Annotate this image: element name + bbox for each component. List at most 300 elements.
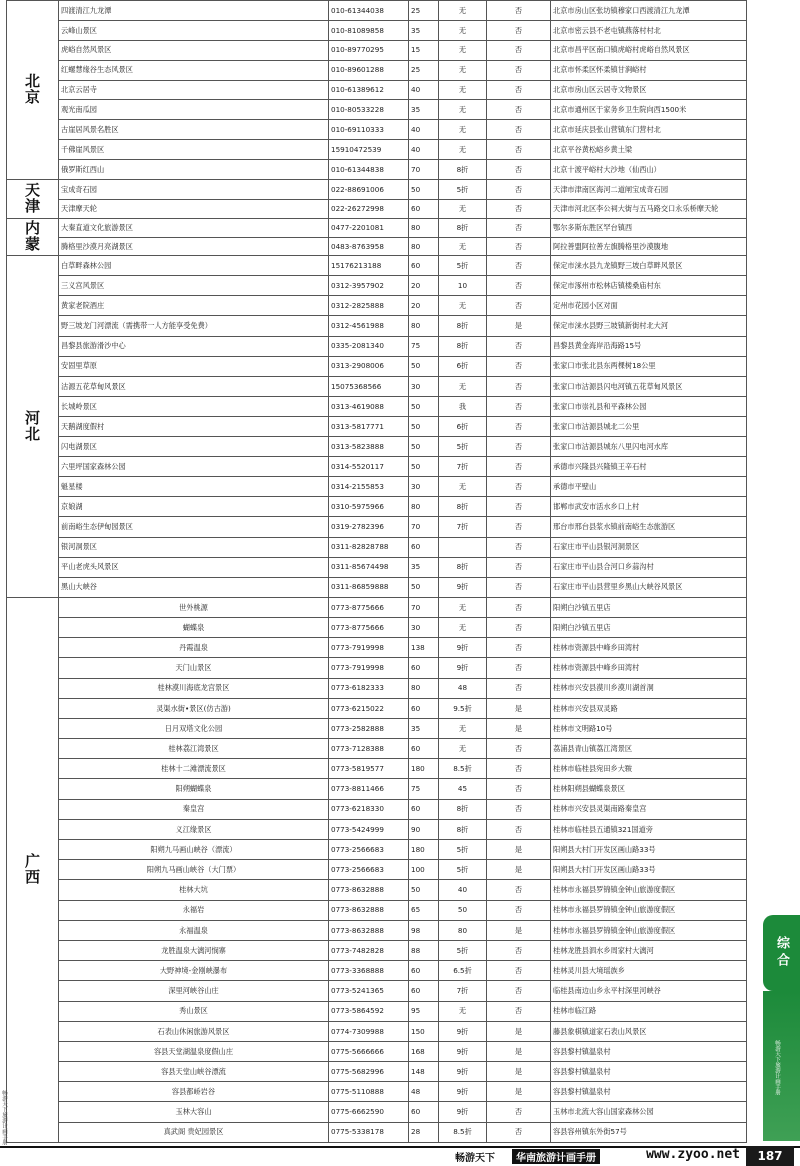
- spot-name: 银河洞景区: [59, 537, 329, 557]
- spot-name: 野三坡龙门河漂流（需携带一人方能享受免费）: [59, 316, 329, 336]
- spot-address: 桂林市兴安县灵渠南路秦皇宫: [551, 799, 747, 819]
- spot-name: 阳朔蝴蝶泉: [59, 779, 329, 799]
- spot-gift: 否: [487, 276, 551, 296]
- spot-gift: 否: [487, 537, 551, 557]
- spot-discount: 7折: [439, 457, 487, 477]
- province-char: 西: [24, 867, 40, 886]
- spot-address: 阳朔县大村门开发区画山路33号: [551, 860, 747, 880]
- spot-discount: 5折: [439, 940, 487, 960]
- spot-gift: 否: [487, 1102, 551, 1122]
- spot-price: 70: [409, 597, 439, 617]
- spot-price: 148: [409, 1062, 439, 1082]
- table-row: [7, 1041, 747, 1061]
- spot-discount: 80: [439, 920, 487, 940]
- spot-discount: 5折: [439, 180, 487, 200]
- spot-phone: 0312-4561988: [329, 316, 409, 336]
- table-row: [7, 336, 747, 356]
- spot-address: 北京市房山区张坊镇穆家口西渡清江九龙潭: [551, 1, 747, 21]
- spot-address: 北京市密云县不老屯镇燕落村村北: [551, 20, 747, 40]
- spot-address: 北京市怀柔区怀柔镇甘涧峪村: [551, 60, 747, 80]
- spot-name: 日月双塔文化公园: [59, 718, 329, 738]
- spot-name: 安固里草原: [59, 356, 329, 376]
- spot-name: 大野神境-金刚峡瀑布: [59, 961, 329, 981]
- footer-slogan: 畅游天下: [455, 1153, 495, 1164]
- spot-phone: 0775-5338178: [329, 1122, 409, 1142]
- spot-name: 灵渠水街•景区(仿古游): [59, 698, 329, 718]
- spot-gift: 否: [487, 557, 551, 577]
- spot-phone: 010-61344838: [329, 160, 409, 180]
- spot-address: 阳朔白沙镇五里店: [551, 597, 747, 617]
- spot-discount: 9折: [439, 638, 487, 658]
- spot-discount: 9折: [439, 658, 487, 678]
- spot-phone: 0775-6662590: [329, 1102, 409, 1122]
- spot-gift: 否: [487, 160, 551, 180]
- spot-discount: 8折: [439, 497, 487, 517]
- spot-discount: 无: [439, 20, 487, 40]
- spot-gift: 否: [487, 658, 551, 678]
- spot-address: 桂林市文明路10号: [551, 718, 747, 738]
- table-row: [7, 779, 747, 799]
- province-cell: [7, 256, 59, 598]
- spot-phone: 0314-5520117: [329, 457, 409, 477]
- spot-name: 容县都峤岩谷: [59, 1082, 329, 1102]
- spot-phone: 0313-5823888: [329, 437, 409, 457]
- table-row: [7, 819, 747, 839]
- spot-phone: 0773-6218330: [329, 799, 409, 819]
- spot-phone: 0773-7482828: [329, 940, 409, 960]
- spot-phone: 0312-3957902: [329, 276, 409, 296]
- spot-address: 昌黎县黄金海岸沿海路15号: [551, 336, 747, 356]
- spot-name: 长城岭景区: [59, 396, 329, 416]
- spot-discount: 8折: [439, 160, 487, 180]
- spot-phone: 0773-5424999: [329, 819, 409, 839]
- spot-gift: 否: [487, 40, 551, 60]
- spot-discount: 9折: [439, 1021, 487, 1041]
- spot-address: 天津市河北区李公祠大街与五马路交口永乐桥摩天轮: [551, 199, 747, 219]
- spot-phone: 0773-7128388: [329, 739, 409, 759]
- spot-phone: 022-88691006: [329, 180, 409, 200]
- spot-address: 张家口市沽源县城北二公里: [551, 416, 747, 436]
- spot-gift: 否: [487, 880, 551, 900]
- spot-gift: 否: [487, 356, 551, 376]
- table-row: [7, 100, 747, 120]
- spot-name: 魁星楼: [59, 477, 329, 497]
- spot-address: 阳朔白沙镇五里店: [551, 617, 747, 637]
- spot-price: 30: [409, 477, 439, 497]
- spot-name: 昌黎县旅游滑沙中心: [59, 336, 329, 356]
- table-row: [7, 160, 747, 180]
- table-row: [7, 597, 747, 617]
- spot-price: 50: [409, 577, 439, 597]
- spot-phone: 15075368566: [329, 376, 409, 396]
- spot-name: 桂林大坑: [59, 880, 329, 900]
- spot-address: 北京市昌平区南口镇虎峪村虎峪自然风景区: [551, 40, 747, 60]
- spot-price: 50: [409, 416, 439, 436]
- spot-name: 黄家老院酒庄: [59, 296, 329, 316]
- table-row: [7, 658, 747, 678]
- spot-gift: 否: [487, 577, 551, 597]
- spot-name: 千佛崖风景区: [59, 140, 329, 160]
- spot-address: 定州市花园小区对面: [551, 296, 747, 316]
- spot-price: 75: [409, 779, 439, 799]
- spot-address: 保定市涞水县九龙镇野三坡白草畔风景区: [551, 256, 747, 276]
- spot-address: 张家口市张北县东两棵树18公里: [551, 356, 747, 376]
- spot-address: 桂林龙胜县泗水乡周家村大漓河: [551, 940, 747, 960]
- spot-name: 闪电湖景区: [59, 437, 329, 457]
- table-row: [7, 457, 747, 477]
- spot-phone: 0311-86859888: [329, 577, 409, 597]
- spot-discount: 无: [439, 477, 487, 497]
- spot-discount: 无: [439, 597, 487, 617]
- spot-discount: 5折: [439, 840, 487, 860]
- spot-phone: 010-61344038: [329, 1, 409, 21]
- spot-name: 俄罗斯红西山: [59, 160, 329, 180]
- spot-price: 168: [409, 1041, 439, 1061]
- spot-address: 桂林灵川县大境瑶族乡: [551, 961, 747, 981]
- spot-discount: 无: [439, 296, 487, 316]
- spot-discount: 9折: [439, 577, 487, 597]
- spot-address: 北京市房山区云居寺文物景区: [551, 80, 747, 100]
- spot-gift: 否: [487, 180, 551, 200]
- table-row: [7, 940, 747, 960]
- spot-price: 180: [409, 759, 439, 779]
- spot-phone: 0311-82828788: [329, 537, 409, 557]
- spot-gift: 是: [487, 1082, 551, 1102]
- spot-phone: 0773-3368888: [329, 961, 409, 981]
- table-row: [7, 396, 747, 416]
- spot-discount: 6折: [439, 356, 487, 376]
- spot-price: 30: [409, 617, 439, 637]
- spot-address: 桂林市临桂县宛田乡大皲: [551, 759, 747, 779]
- table-row: [7, 140, 747, 160]
- spot-phone: 0775-5682996: [329, 1062, 409, 1082]
- province-cell: [7, 180, 59, 219]
- spot-phone: 0773-2566683: [329, 840, 409, 860]
- spot-price: 100: [409, 860, 439, 880]
- spot-phone: 010-89770295: [329, 40, 409, 60]
- spot-discount: 无: [439, 40, 487, 60]
- spot-gift: 否: [487, 819, 551, 839]
- spot-price: 80: [409, 237, 439, 256]
- spot-name: 玉林大容山: [59, 1102, 329, 1122]
- spot-price: 80: [409, 316, 439, 336]
- table-row: [7, 537, 747, 557]
- spot-discount: 无: [439, 100, 487, 120]
- spot-gift: 否: [487, 140, 551, 160]
- spot-address: 桂林市临江路: [551, 1001, 747, 1021]
- spot-phone: 0319-2782396: [329, 517, 409, 537]
- footer-url[interactable]: www.zyoo.net: [646, 1147, 740, 1162]
- province-cell: [7, 597, 59, 1142]
- spot-address: 北京平谷黄松峪乡黄土梁: [551, 140, 747, 160]
- spot-discount: 9.5折: [439, 698, 487, 718]
- side-green-strip: [763, 991, 800, 1141]
- spot-name: 平山老虎头风景区: [59, 557, 329, 577]
- table-row: [7, 718, 747, 738]
- spot-address: 石家庄市平山县合河口乡蒜沟村: [551, 557, 747, 577]
- table-row: [7, 60, 747, 80]
- table-row: [7, 1122, 747, 1142]
- spot-price: 20: [409, 276, 439, 296]
- spot-gift: 否: [487, 437, 551, 457]
- spot-address: 承德市兴隆县兴隆镇王辛石村: [551, 457, 747, 477]
- table-row: [7, 577, 747, 597]
- province-char: 广: [24, 852, 40, 871]
- spot-gift: 否: [487, 779, 551, 799]
- spot-name: 腾格里沙漠月亮湖景区: [59, 237, 329, 256]
- spot-discount: 7折: [439, 981, 487, 1001]
- province-char: 内: [24, 219, 40, 238]
- spot-phone: 0773-2566683: [329, 860, 409, 880]
- spot-gift: 否: [487, 1, 551, 21]
- table-row: [7, 880, 747, 900]
- spot-phone: 0774-7309988: [329, 1021, 409, 1041]
- spot-name: 秦皇宫: [59, 799, 329, 819]
- table-row: [7, 376, 747, 396]
- spot-name: 虎峪自然风景区: [59, 40, 329, 60]
- spot-phone: 0773-8775666: [329, 597, 409, 617]
- table-row: [7, 678, 747, 698]
- spot-address: 容县黎村镇温泉村: [551, 1041, 747, 1061]
- spot-discount: [439, 537, 487, 557]
- spot-discount: 无: [439, 617, 487, 637]
- spot-price: 90: [409, 819, 439, 839]
- spot-price: 15: [409, 40, 439, 60]
- spot-discount: 9折: [439, 1041, 487, 1061]
- table-row: [7, 517, 747, 537]
- spot-phone: 15176213188: [329, 256, 409, 276]
- spot-price: 50: [409, 437, 439, 457]
- spot-address: 容县容州镇东外街57号: [551, 1122, 747, 1142]
- spot-address: 张家口市沽源县城东八里闪电河水库: [551, 437, 747, 457]
- table-row: [7, 799, 747, 819]
- spot-name: 红螺慧缘谷生态风景区: [59, 60, 329, 80]
- spot-phone: 0773-5241365: [329, 981, 409, 1001]
- spot-phone: 0313-4619088: [329, 396, 409, 416]
- spot-phone: 010-81089858: [329, 20, 409, 40]
- table-row: [7, 296, 747, 316]
- spot-price: 50: [409, 457, 439, 477]
- spot-phone: 0773-8811466: [329, 779, 409, 799]
- spot-gift: 否: [487, 678, 551, 698]
- spot-name: 秀山景区: [59, 1001, 329, 1021]
- table-row: [7, 199, 747, 219]
- spot-name: 义江缘景区: [59, 819, 329, 839]
- spot-price: 98: [409, 920, 439, 940]
- spot-gift: 是: [487, 1041, 551, 1061]
- table-row: [7, 860, 747, 880]
- spot-address: 石家庄市平山县营里乡黑山大峡谷风景区: [551, 577, 747, 597]
- spot-gift: 否: [487, 759, 551, 779]
- spot-phone: 0773-8632888: [329, 880, 409, 900]
- spot-phone: 022-26272998: [329, 199, 409, 219]
- spot-gift: 否: [487, 739, 551, 759]
- spot-price: 35: [409, 718, 439, 738]
- spot-price: 70: [409, 160, 439, 180]
- spot-address: 桂林市永福县罗锦镇金钟山旅游度假区: [551, 920, 747, 940]
- spot-address: 临桂县南边山乡永平村深里河峡谷: [551, 981, 747, 1001]
- spot-address: 张家口市沽源县闪电河镇五花草甸风景区: [551, 376, 747, 396]
- spot-discount: 8折: [439, 799, 487, 819]
- spot-price: 50: [409, 356, 439, 376]
- spot-name: 沽源五花草甸风景区: [59, 376, 329, 396]
- spot-gift: 否: [487, 900, 551, 920]
- spot-address: 承德市平壁山: [551, 477, 747, 497]
- spot-name: 永福岩: [59, 900, 329, 920]
- spot-price: 80: [409, 497, 439, 517]
- spot-discount: 8.5折: [439, 759, 487, 779]
- spot-price: 60: [409, 799, 439, 819]
- spot-name: 永福温泉: [59, 920, 329, 940]
- spot-address: 桂林市兴安县双灵路: [551, 698, 747, 718]
- spot-phone: 15910472539: [329, 140, 409, 160]
- spot-phone: 0477-2201081: [329, 219, 409, 238]
- table-row: [7, 1062, 747, 1082]
- spot-discount: 8折: [439, 336, 487, 356]
- spot-gift: 是: [487, 718, 551, 738]
- spot-gift: 否: [487, 256, 551, 276]
- spot-address: 容县黎村镇温泉村: [551, 1082, 747, 1102]
- table-row: [7, 356, 747, 376]
- table-row: [7, 416, 747, 436]
- spot-address: 桂林市资源县中峰乡田湾村: [551, 658, 747, 678]
- spot-address: 藤县象棋镇道家石表山风景区: [551, 1021, 747, 1041]
- table-row: [7, 961, 747, 981]
- spot-discount: 6折: [439, 416, 487, 436]
- spot-phone: 010-80533228: [329, 100, 409, 120]
- province-char: 北: [24, 424, 40, 443]
- spot-address: 荔浦县青山镇荔江湾景区: [551, 739, 747, 759]
- spot-gift: 是: [487, 920, 551, 940]
- spot-price: 60: [409, 537, 439, 557]
- spot-name: 容县天堂湖温泉度假山庄: [59, 1041, 329, 1061]
- spot-address: 邯郸市武安市活水乡口上村: [551, 497, 747, 517]
- table-row: [7, 20, 747, 40]
- spot-price: 60: [409, 658, 439, 678]
- spot-gift: 否: [487, 497, 551, 517]
- spot-discount: 我: [439, 396, 487, 416]
- spot-discount: 无: [439, 376, 487, 396]
- spot-price: 40: [409, 120, 439, 140]
- spot-price: 35: [409, 20, 439, 40]
- spot-discount: 48: [439, 678, 487, 698]
- spot-discount: 无: [439, 199, 487, 219]
- spot-discount: 5折: [439, 437, 487, 457]
- spot-price: 95: [409, 1001, 439, 1021]
- spot-discount: 无: [439, 120, 487, 140]
- spot-discount: 40: [439, 880, 487, 900]
- spot-name: 桂林漠川海底龙宫景区: [59, 678, 329, 698]
- spot-phone: 0773-5819577: [329, 759, 409, 779]
- spot-gift: 否: [487, 80, 551, 100]
- table-row: [7, 920, 747, 940]
- spot-gift: 否: [487, 219, 551, 238]
- spot-phone: 0773-8632888: [329, 900, 409, 920]
- spot-price: 50: [409, 880, 439, 900]
- spot-price: 150: [409, 1021, 439, 1041]
- spot-discount: 无: [439, 1, 487, 21]
- spot-discount: 50: [439, 900, 487, 920]
- spot-price: 50: [409, 396, 439, 416]
- spot-price: 48: [409, 1082, 439, 1102]
- spot-name: 石表山休闲旅游风景区: [59, 1021, 329, 1041]
- spot-name: 龙胜温泉大漓河悯寨: [59, 940, 329, 960]
- spot-discount: 9折: [439, 1062, 487, 1082]
- spot-phone: 0314-2155853: [329, 477, 409, 497]
- table-row: [7, 219, 747, 238]
- province-char: 北: [24, 72, 40, 91]
- spot-discount: 无: [439, 739, 487, 759]
- province-cell: [7, 1, 59, 180]
- spot-phone: 0773-6182333: [329, 678, 409, 698]
- spot-price: 20: [409, 296, 439, 316]
- spot-name: 容县天堂山峡谷漂流: [59, 1062, 329, 1082]
- spot-price: 138: [409, 638, 439, 658]
- spot-discount: 45: [439, 779, 487, 799]
- spot-discount: 8折: [439, 819, 487, 839]
- spot-phone: 0313-2908006: [329, 356, 409, 376]
- section-tab-general[interactable]: 综合: [763, 915, 800, 991]
- spot-name: 深里河峡谷山庄: [59, 981, 329, 1001]
- spot-name: 六里坪国家森林公园: [59, 457, 329, 477]
- spot-phone: 0773-2582888: [329, 718, 409, 738]
- table-row: [7, 1001, 747, 1021]
- spot-discount: 无: [439, 80, 487, 100]
- spot-gift: 否: [487, 199, 551, 219]
- spot-gift: 否: [487, 517, 551, 537]
- spot-name: 前南峪生态伊甸园景区: [59, 517, 329, 537]
- spot-gift: 否: [487, 120, 551, 140]
- spot-price: 25: [409, 60, 439, 80]
- spot-address: 桂林市资源县中峰乡田湾村: [551, 638, 747, 658]
- spot-gift: 否: [487, 477, 551, 497]
- spot-phone: 0775-5110888: [329, 1082, 409, 1102]
- spot-price: 25: [409, 1, 439, 21]
- spot-price: 30: [409, 376, 439, 396]
- spot-price: 28: [409, 1122, 439, 1142]
- spot-name: 宝成奇石园: [59, 180, 329, 200]
- spot-address: 桂林阳朔县蝴蝶泉景区: [551, 779, 747, 799]
- spot-gift: 否: [487, 416, 551, 436]
- spot-name: 北京云居寺: [59, 80, 329, 100]
- spot-gift: 否: [487, 60, 551, 80]
- spot-price: 180: [409, 840, 439, 860]
- table-row: [7, 256, 747, 276]
- spot-discount: 无: [439, 237, 487, 256]
- spot-address: 桂林市永福县罗锦镇金钟山旅游度假区: [551, 880, 747, 900]
- spot-price: 40: [409, 80, 439, 100]
- spot-price: 60: [409, 981, 439, 1001]
- side-note-left: 畅游天下旅游计画手册: [1, 1090, 7, 1145]
- table-row: [7, 437, 747, 457]
- spot-name: 真武阁 贵妃园景区: [59, 1122, 329, 1142]
- table-row: [7, 40, 747, 60]
- spot-gift: 否: [487, 617, 551, 637]
- spot-discount: 9折: [439, 1082, 487, 1102]
- spot-gift: 是: [487, 860, 551, 880]
- spot-gift: 是: [487, 698, 551, 718]
- spot-price: 35: [409, 557, 439, 577]
- table-row: [7, 276, 747, 296]
- spot-address: 北京市延庆县张山营镇东门营村北: [551, 120, 747, 140]
- spot-gift: 否: [487, 1001, 551, 1021]
- table-row: [7, 759, 747, 779]
- spot-gift: 否: [487, 981, 551, 1001]
- spot-price: 88: [409, 940, 439, 960]
- spot-address: 桂林市临桂县五通镇321国道旁: [551, 819, 747, 839]
- spot-name: 世外桃源: [59, 597, 329, 617]
- spot-phone: 0312-2825888: [329, 296, 409, 316]
